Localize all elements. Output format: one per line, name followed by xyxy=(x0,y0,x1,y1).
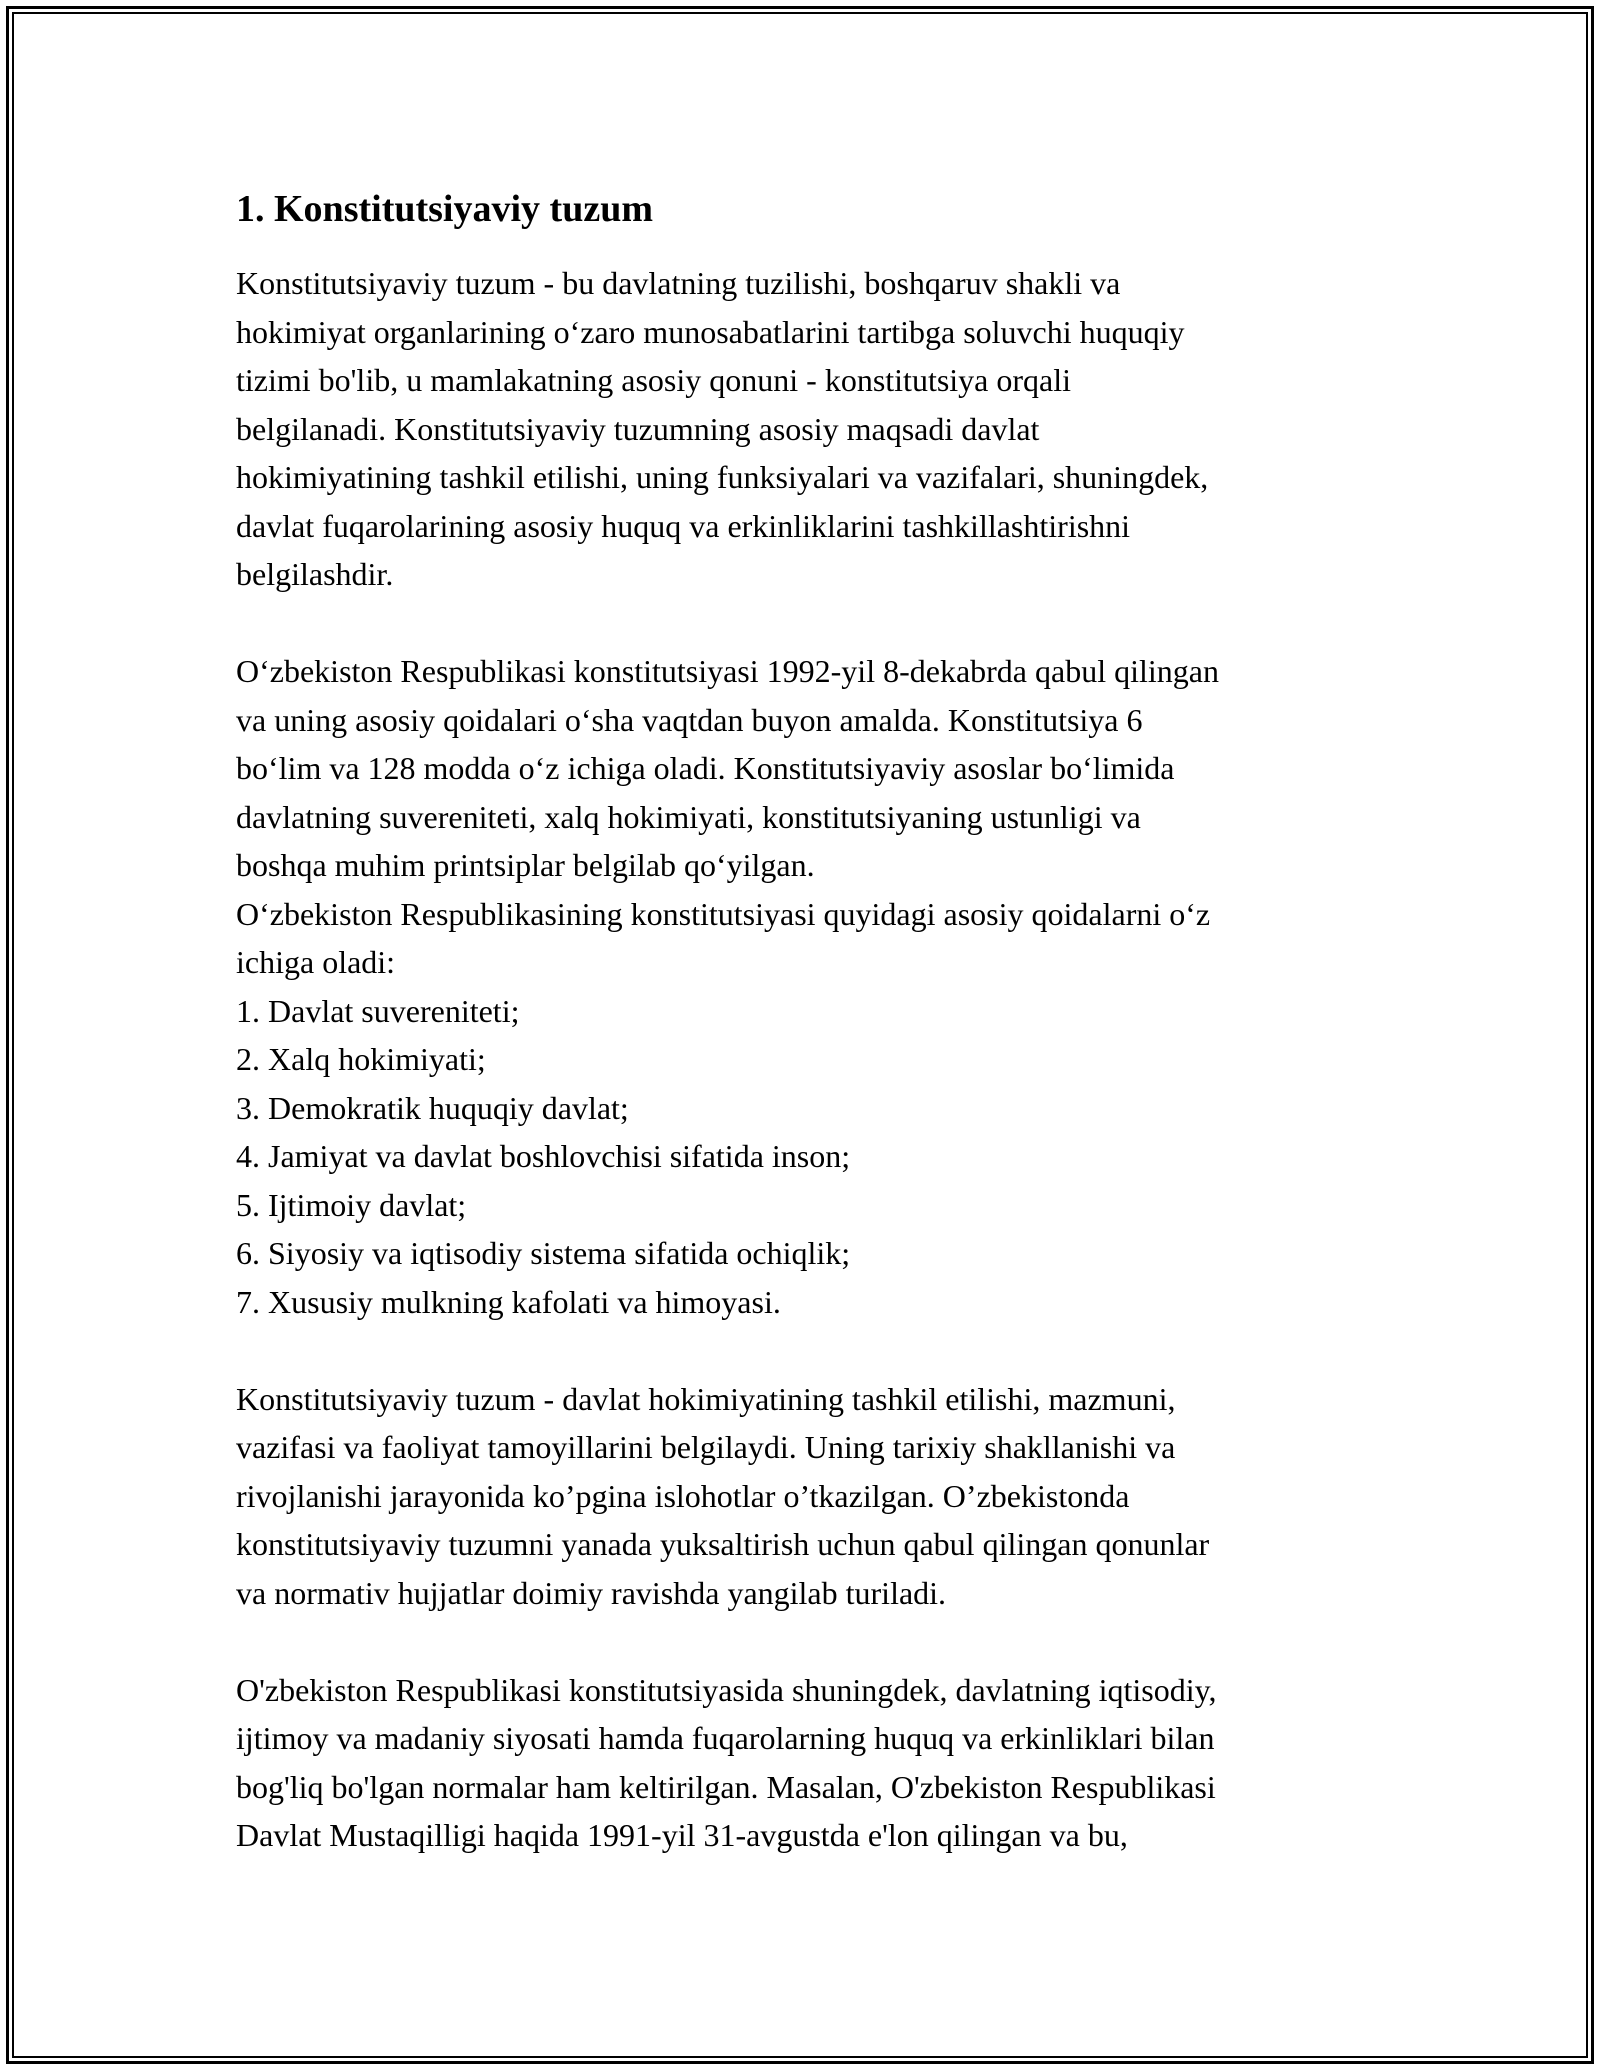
text-line: davlat fuqarolarining asosiy huquq va erkinliklarini tashkillashtirishni xyxy=(236,507,1131,544)
paragraph-policy xyxy=(236,1666,1376,1860)
paragraph-gap xyxy=(236,1617,1376,1666)
list-item: 2. Xalq hokimiyati; xyxy=(236,1041,486,1077)
text-line: va uning asosiy qoidalari o‘sha vaqtdan buyon amalda. Konstitutsiya 6 xyxy=(236,701,1143,738)
principles-list xyxy=(236,987,1376,1327)
text-line: belgilashdir. xyxy=(236,556,394,592)
text-line: ijtimoy va madaniy siyosati hamda fuqarolarning huquq va erkinliklari bilan xyxy=(236,1720,1215,1756)
paragraph-intro xyxy=(236,259,1376,599)
paragraph-constitution xyxy=(236,647,1376,987)
text-line: bo‘lim va 128 modda o‘z ichiga oladi. Konstitutsiyaviy asoslar bo‘limida xyxy=(236,750,1175,786)
text-line: ichiga oladi: xyxy=(236,944,396,980)
text-line: tizimi bo'lib, u mamlakatning asosiy qonuni - konstitutsiya orqali xyxy=(236,362,1072,398)
text-line: O'zbekiston Respublikasi konstitutsiyasida shuningdek, davlatning iqtisodiy, xyxy=(236,1671,1217,1708)
text-line: konstitutsiyaviy tuzumni yanada yuksaltirish uchun qabul qilingan qonunlar xyxy=(236,1526,1210,1562)
text-line: O‘zbekiston Respublikasi konstitutsiyasi 1992-yil 8-dekabrda qabul qilingan xyxy=(236,653,1219,689)
text-line: belgilanadi. Konstitutsiyaviy tuzumning asosiy maqsadi davlat xyxy=(236,410,1040,447)
text-line: hokimiyatining tashkil etilishi, uning funksiyalari va vazifalari, shuningdek, xyxy=(236,459,1209,495)
text-line: O‘zbekiston Respublikasining konstitutsiyasi quyidagi asosiy qoidalarni o‘z xyxy=(236,895,1211,932)
text-line: Konstitutsiyaviy tuzum - davlat hokimiyatining tashkil etilishi, mazmuni, xyxy=(236,1380,1176,1417)
list-item: 4. Jamiyat va davlat boshlovchisi sifatida inson; xyxy=(236,1138,851,1174)
list-item: 5. Ijtimoiy davlat; xyxy=(236,1186,467,1223)
text-line: rivojlanishi jarayonida ko’pgina islohotlar o’tkazilgan. O’zbekistonda xyxy=(236,1477,1130,1514)
text-line: hokimiyat organlarining o‘zaro munosabatlarini tartibga soluvchi huquqiy xyxy=(236,313,1185,350)
page-title: 1. Konstitutsiyaviy tuzum xyxy=(236,188,653,230)
paragraph-history xyxy=(236,1375,1376,1618)
text-line: davlatning suvereniteti, xalq hokimiyati, konstitutsiyaning ustunligi va xyxy=(236,798,1141,835)
text-line: vazifasi va faoliyat tamoyillarini belgilaydi. Uning tarixiy shakllanishi va xyxy=(236,1429,1176,1465)
list-item: 7. Xususiy mulkning kafolati va himoyasi. xyxy=(236,1283,781,1320)
text-line: Konstitutsiyaviy tuzum - bu davlatning tuzilishi, boshqaruv shakli va xyxy=(236,265,1121,301)
list-item: 3. Demokratik huquqiy davlat; xyxy=(236,1089,629,1126)
paragraph-gap xyxy=(236,599,1376,648)
text-line: Davlat Mustaqilligi haqida 1991-yil 31-avgustda e'lon qilingan va bu, xyxy=(236,1817,1128,1853)
list-item: 6. Siyosiy va iqtisodiy sistema sifatida ochiqlik; xyxy=(236,1235,851,1271)
document-body xyxy=(236,185,1376,1860)
text-line: va normativ hujjatlar doimiy ravishda yangilab turiladi. xyxy=(236,1574,947,1611)
list-item: 1. Davlat suvereniteti; xyxy=(236,992,520,1029)
text-line: boshqa muhim printsiplar belgilab qo‘yilgan. xyxy=(236,847,815,883)
text-line: bog'liq bo'lgan normalar ham keltirilgan. Masalan, O'zbekiston Respublikasi xyxy=(236,1768,1216,1805)
paragraph-gap xyxy=(236,1326,1376,1375)
